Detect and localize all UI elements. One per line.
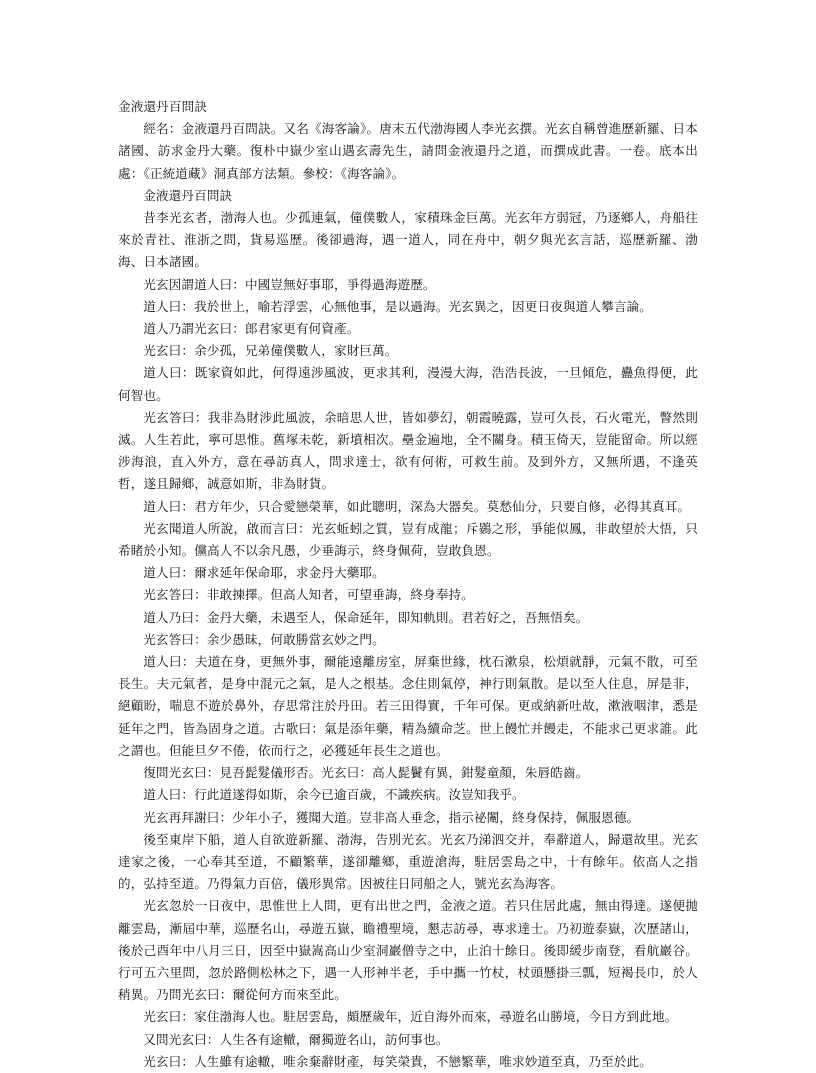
body-paragraph: 後至東岸下船，道人自欲遊新羅、渤海，告別光玄。光玄乃涕泗交并，奉辭道人，歸還故里。光玄達家之後，一心奉其至道，不顧繁華，遂卻離鄉，重遊滄海，駐居雲島之中，十有餘年。依高人之指的，弘持至道。乃得氣力百倍，儀形異常。因被往日同船之人，號光玄為海客。 xyxy=(118,831,698,892)
body-paragraph: 光玄因謂道人曰：中國豈無好事耶，爭得過海遊歷。 xyxy=(143,276,436,292)
body-paragraph: 光玄答曰：余少愚昧，何敢勝當玄妙之門。 xyxy=(143,631,385,647)
body-paragraph: 道人曰：既家資如此，何得遠涉風波，更求其利，漫漫大海，浩浩長波，一旦傾危，蠱魚得便，此何智也。 xyxy=(118,365,698,403)
body-paragraph: 光玄答曰：非敢揀擇。但高人知者，可望垂誨，終身奉持。 xyxy=(143,587,474,603)
body-paragraph: 光玄忽於一日夜中，思惟世上人問，更有出世之門，金液之道。若只住居此處，無由得達。遂便拋離雲島，漸屆中華，巡歷名山，尋遊五嶽，瞻禮聖境，懇志訪尋，專求達士。乃初遊泰嶽，次歷諸山，後於己酉年中八月三日，因至中嶽嵩高山少室洞巖僧寺之中，止泊十餘日。後即緩步南登，看航巖谷。行可五六里問，忽於路側松林之下，遇一人形神半老，手中攜一竹杖，杖頭懸掛三瓢，短褐長巾，於人稍異。乃問光玄曰：爾從何方而來至此。 xyxy=(118,898,698,1003)
preface-note-paragraph: 經名：金液還丹百問訣。又名《海客論》。唐末五代渤海國人李光玄撰。光玄自稱曾進歷新羅、日本諸國、訪求金丹大藥。復朴中嶽少室山遇玄壽先生，請問金液還丹之道，而撰成此書。一卷。底本出處：《正統道藏》洞真部方法類。參校：《海客論》。 xyxy=(118,121,698,181)
body-paragraph: 光玄曰：人生雖有途轍，唯余棄辭財產，每笑榮貴，不戀繁華，唯求妙道至真，乃至於此。 xyxy=(143,1053,652,1069)
body-paragraph: 光玄聞道人所說，啟而言曰：光玄蚯蚓之質，豈有成龍；斥鷃之形，爭能似鳳，非敢望於大悟，只希睹於小知。儻高人不以余凡愚，少垂誨示，終身佩荷，豈敢負恩。 xyxy=(118,520,698,559)
document-heading: 金液還丹百問訣 xyxy=(118,99,208,114)
body-paragraph: 道人曰：君方年少，只合愛戀榮華，如此聰明，深為大器矣。莫愁仙分，只要自修，必得其真耳。 xyxy=(143,498,691,514)
body-paragraph: 光玄答曰：我非為財涉此風波，余暗思人世，皆如夢幻，朝霞曉露，豈可久長，石火電光，瞥然則滅。人生若此，寧可思惟。舊塚未乾，新墳相次。壘金遍地，全不關身。積玉倚天，豈能留命。所以經涉海浪，直入外方，意在尋訪真人，問求達士，欲有何術，可救生前。及到外方，又無所遇，不逢英哲，遂且歸鄉，誠意如斯，非為財貨。 xyxy=(118,409,698,492)
document-body xyxy=(118,96,698,1073)
body-paragraph: 光玄曰：家住渤海人也。駐居雲島，頗歷歲年，近自海外而來，尋遊名山勝境，今日方到此地。 xyxy=(143,1009,678,1025)
body-paragraph: 道人曰：爾求延年保命耶，求金丹大藥耶。 xyxy=(143,565,385,581)
body-paragraph: 道人曰：行此道遂得如斯，余今已逾百歲，不識疾病。汝豈知我乎。 xyxy=(143,787,525,803)
body-paragraph: 復問光玄曰：見吾髭髮儀形否。光玄曰：高人髭鬢有異，鉗髮童顏，朱唇皓齒。 xyxy=(143,765,589,781)
body-paragraph: 昔李光玄者，渤海人也。少孤連氣，僮僕數人，家積珠金巨萬。光玄年方弱冠，乃逐鄉人，舟船往來於青社、淮浙之問，貨易巡歷。後卻過海，遇一道人，同在舟中，朝夕與光玄言話，巡歷新羅、渤海、日本諸國。 xyxy=(118,210,698,270)
document-subheading: 金液還丹百問訣 xyxy=(143,187,233,203)
body-paragraph: 道人曰：夫道在身，更無外事，爾能遠離房室，屏棄世緣，枕石漱泉，松煩就靜，元氣不散，可至長生。夫元氣者，是身中混元之氣，是人之根基。念住則氣停，神行則氣散。是以至人住息，屏是非，絕顧盼，喘息不遊於鼻外，存思常注於丹田。若三田得實，千年可保。更或納新吐故，漱液咽津，悉是延年之門，皆為固身之道。古歌曰：氣是添年藥，精為續命芝。世上饅忙并饅走，不能求己更求誰。此之謂也。但能旦夕不倦，依而行之，必獲延年長生之道也。 xyxy=(118,654,698,758)
body-paragraph: 道人乃謂光玄曰：郎君家更有何資產。 xyxy=(143,321,360,337)
body-paragraph: 光玄再拜謝曰：少年小子，獲聞大道。豈非高人垂念，指示祕闈，終身保持，佩服恩德。 xyxy=(143,809,640,825)
body-paragraph: 光玄曰：余少孤，兄弟僮僕數人，家財巨萬。 xyxy=(143,343,398,359)
body-paragraph: 又問光玄曰：人生各有途轍，爾獨遊名山，訪何事也。 xyxy=(143,1031,449,1047)
body-paragraph: 道人乃曰：金丹大藥，未遇至人，保命延年，即知軌則。君若好之，吾無悟矣。 xyxy=(143,609,589,625)
body-paragraph: 道人曰：我於世上，喻若浮雲，心無他事，是以過海。光玄異之，因更日夜與道人攀言論。 xyxy=(143,298,652,314)
